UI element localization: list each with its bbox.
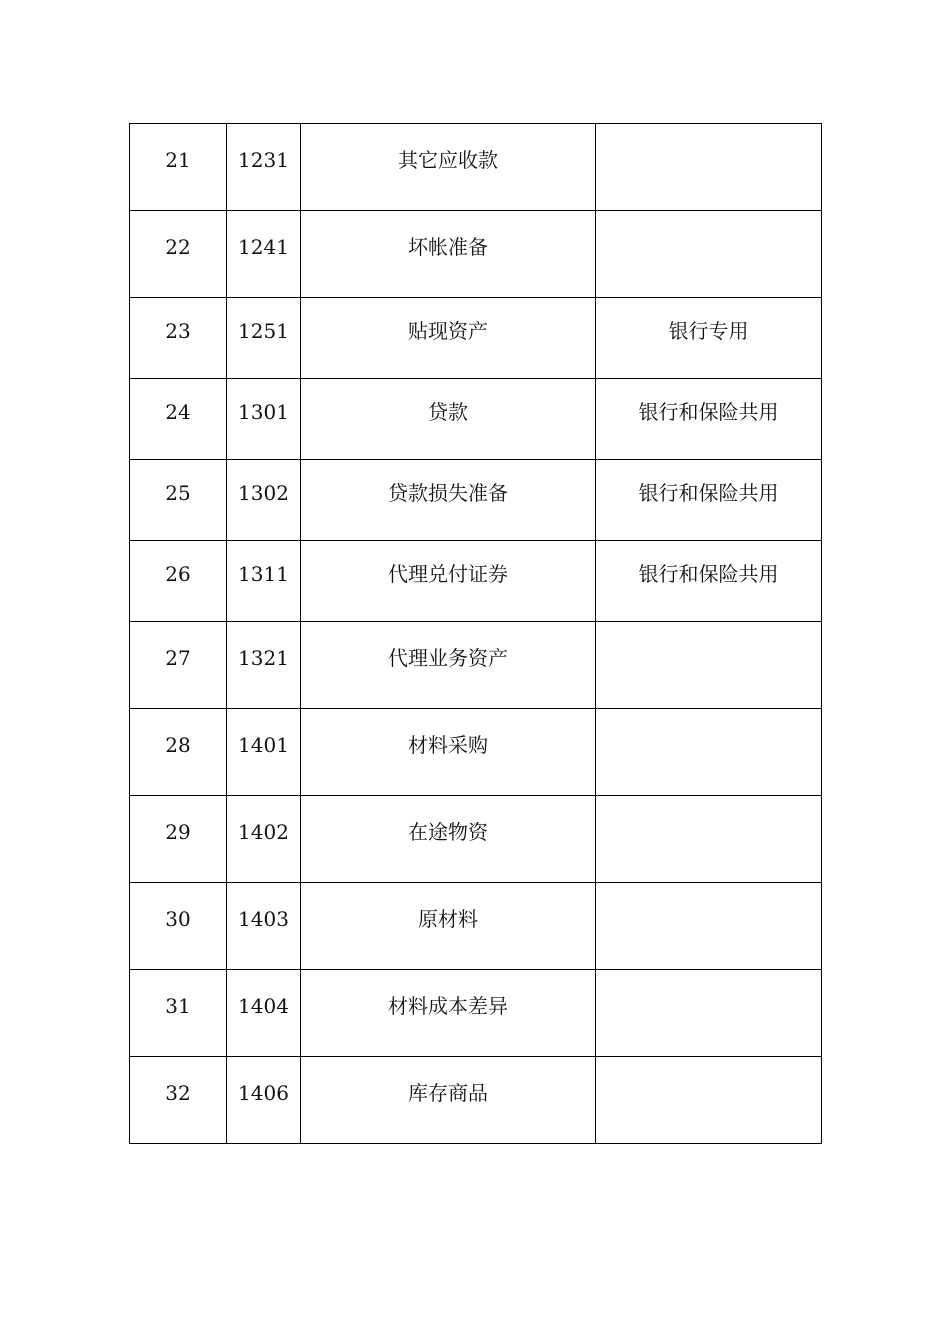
table-row	[130, 796, 822, 883]
row-number-cell	[130, 622, 227, 709]
row-number-cell	[130, 211, 227, 298]
row-number-cell	[130, 883, 227, 970]
account-name-text: 材料采购	[408, 733, 488, 757]
note-text: 银行专用	[668, 319, 749, 343]
note-text	[596, 622, 821, 646]
accounts-table	[129, 123, 822, 1144]
table-row	[130, 541, 822, 622]
note-cell	[596, 124, 822, 211]
account-code-cell	[227, 709, 301, 796]
account-name-text: 贴现资产	[408, 319, 488, 343]
note-text	[596, 970, 821, 994]
account-name-cell	[301, 796, 596, 883]
table-row	[130, 460, 822, 541]
note-cell	[596, 541, 822, 622]
row-number-cell	[130, 796, 227, 883]
note-cell	[596, 622, 822, 709]
row-number-text: 27	[165, 646, 191, 670]
account-name-text: 坏帐准备	[408, 235, 488, 259]
account-code-cell	[227, 970, 301, 1057]
account-code-text: 1402	[238, 820, 289, 844]
row-number-text: 29	[165, 820, 191, 844]
account-code-cell	[227, 541, 301, 622]
table-row	[130, 124, 822, 211]
account-name-text: 代理业务资产	[388, 646, 508, 670]
account-name-cell	[301, 970, 596, 1057]
account-name-cell	[301, 460, 596, 541]
table-row	[130, 379, 822, 460]
account-name-cell	[301, 709, 596, 796]
row-number-cell	[130, 298, 227, 379]
note-text: 银行和保险共用	[638, 562, 779, 586]
account-code-text: 1321	[238, 646, 289, 670]
account-code-text: 1404	[238, 994, 289, 1018]
accounts-table-body	[130, 124, 822, 1144]
account-name-text: 在途物资	[408, 820, 488, 844]
table-row	[130, 211, 822, 298]
account-code-text: 1406	[238, 1081, 289, 1105]
account-name-cell	[301, 1057, 596, 1144]
account-code-text: 1231	[238, 148, 289, 172]
account-code-text: 1251	[238, 319, 289, 343]
row-number-cell	[130, 541, 227, 622]
row-number-text: 32	[165, 1081, 191, 1105]
note-cell	[596, 379, 822, 460]
note-text	[596, 1057, 821, 1081]
note-text	[596, 124, 821, 148]
account-code-cell	[227, 622, 301, 709]
account-name-text: 代理兑付证券	[388, 562, 508, 586]
account-name-cell	[301, 622, 596, 709]
row-number-text: 22	[165, 235, 191, 259]
account-name-text: 材料成本差异	[388, 994, 508, 1018]
row-number-cell	[130, 1057, 227, 1144]
account-name-cell	[301, 124, 596, 211]
account-code-text: 1241	[238, 235, 289, 259]
table-row	[130, 298, 822, 379]
account-code-cell	[227, 883, 301, 970]
table-row	[130, 622, 822, 709]
table-row	[130, 1057, 822, 1144]
note-cell	[596, 460, 822, 541]
note-text	[596, 211, 821, 235]
row-number-text: 24	[165, 400, 191, 424]
account-code-text: 1311	[238, 562, 289, 586]
account-code-cell	[227, 124, 301, 211]
account-name-text: 贷款	[428, 400, 468, 424]
row-number-text: 30	[165, 907, 191, 931]
row-number-cell	[130, 970, 227, 1057]
row-number-text: 28	[165, 733, 191, 757]
note-text: 银行和保险共用	[638, 400, 779, 424]
note-text: 银行和保险共用	[638, 481, 779, 505]
note-cell	[596, 883, 822, 970]
row-number-text: 23	[165, 319, 191, 343]
table-row	[130, 970, 822, 1057]
row-number-text: 21	[165, 148, 191, 172]
row-number-cell	[130, 379, 227, 460]
account-name-text: 其它应收款	[398, 148, 498, 172]
account-name-cell	[301, 298, 596, 379]
account-code-cell	[227, 460, 301, 541]
row-number-cell	[130, 124, 227, 211]
note-cell	[596, 298, 822, 379]
account-name-cell	[301, 541, 596, 622]
note-text	[596, 709, 821, 733]
account-name-text: 原材料	[418, 907, 478, 931]
note-cell	[596, 970, 822, 1057]
note-text	[596, 796, 821, 820]
row-number-text: 31	[165, 994, 191, 1018]
account-code-cell	[227, 796, 301, 883]
account-name-cell	[301, 883, 596, 970]
account-code-cell	[227, 1057, 301, 1144]
row-number-text: 25	[165, 481, 191, 505]
note-cell	[596, 796, 822, 883]
account-code-cell	[227, 379, 301, 460]
account-code-text: 1301	[238, 400, 289, 424]
account-name-text: 贷款损失准备	[388, 481, 508, 505]
account-code-text: 1302	[238, 481, 289, 505]
account-name-cell	[301, 379, 596, 460]
note-cell	[596, 1057, 822, 1144]
row-number-text: 26	[165, 562, 191, 586]
account-code-cell	[227, 211, 301, 298]
account-code-text: 1403	[238, 907, 289, 931]
row-number-cell	[130, 709, 227, 796]
account-name-text: 库存商品	[408, 1081, 488, 1105]
account-name-cell	[301, 211, 596, 298]
note-cell	[596, 211, 822, 298]
table-row	[130, 883, 822, 970]
row-number-cell	[130, 460, 227, 541]
account-code-text: 1401	[238, 733, 289, 757]
note-cell	[596, 709, 822, 796]
note-text	[596, 883, 821, 907]
table-row	[130, 709, 822, 796]
account-code-cell	[227, 298, 301, 379]
